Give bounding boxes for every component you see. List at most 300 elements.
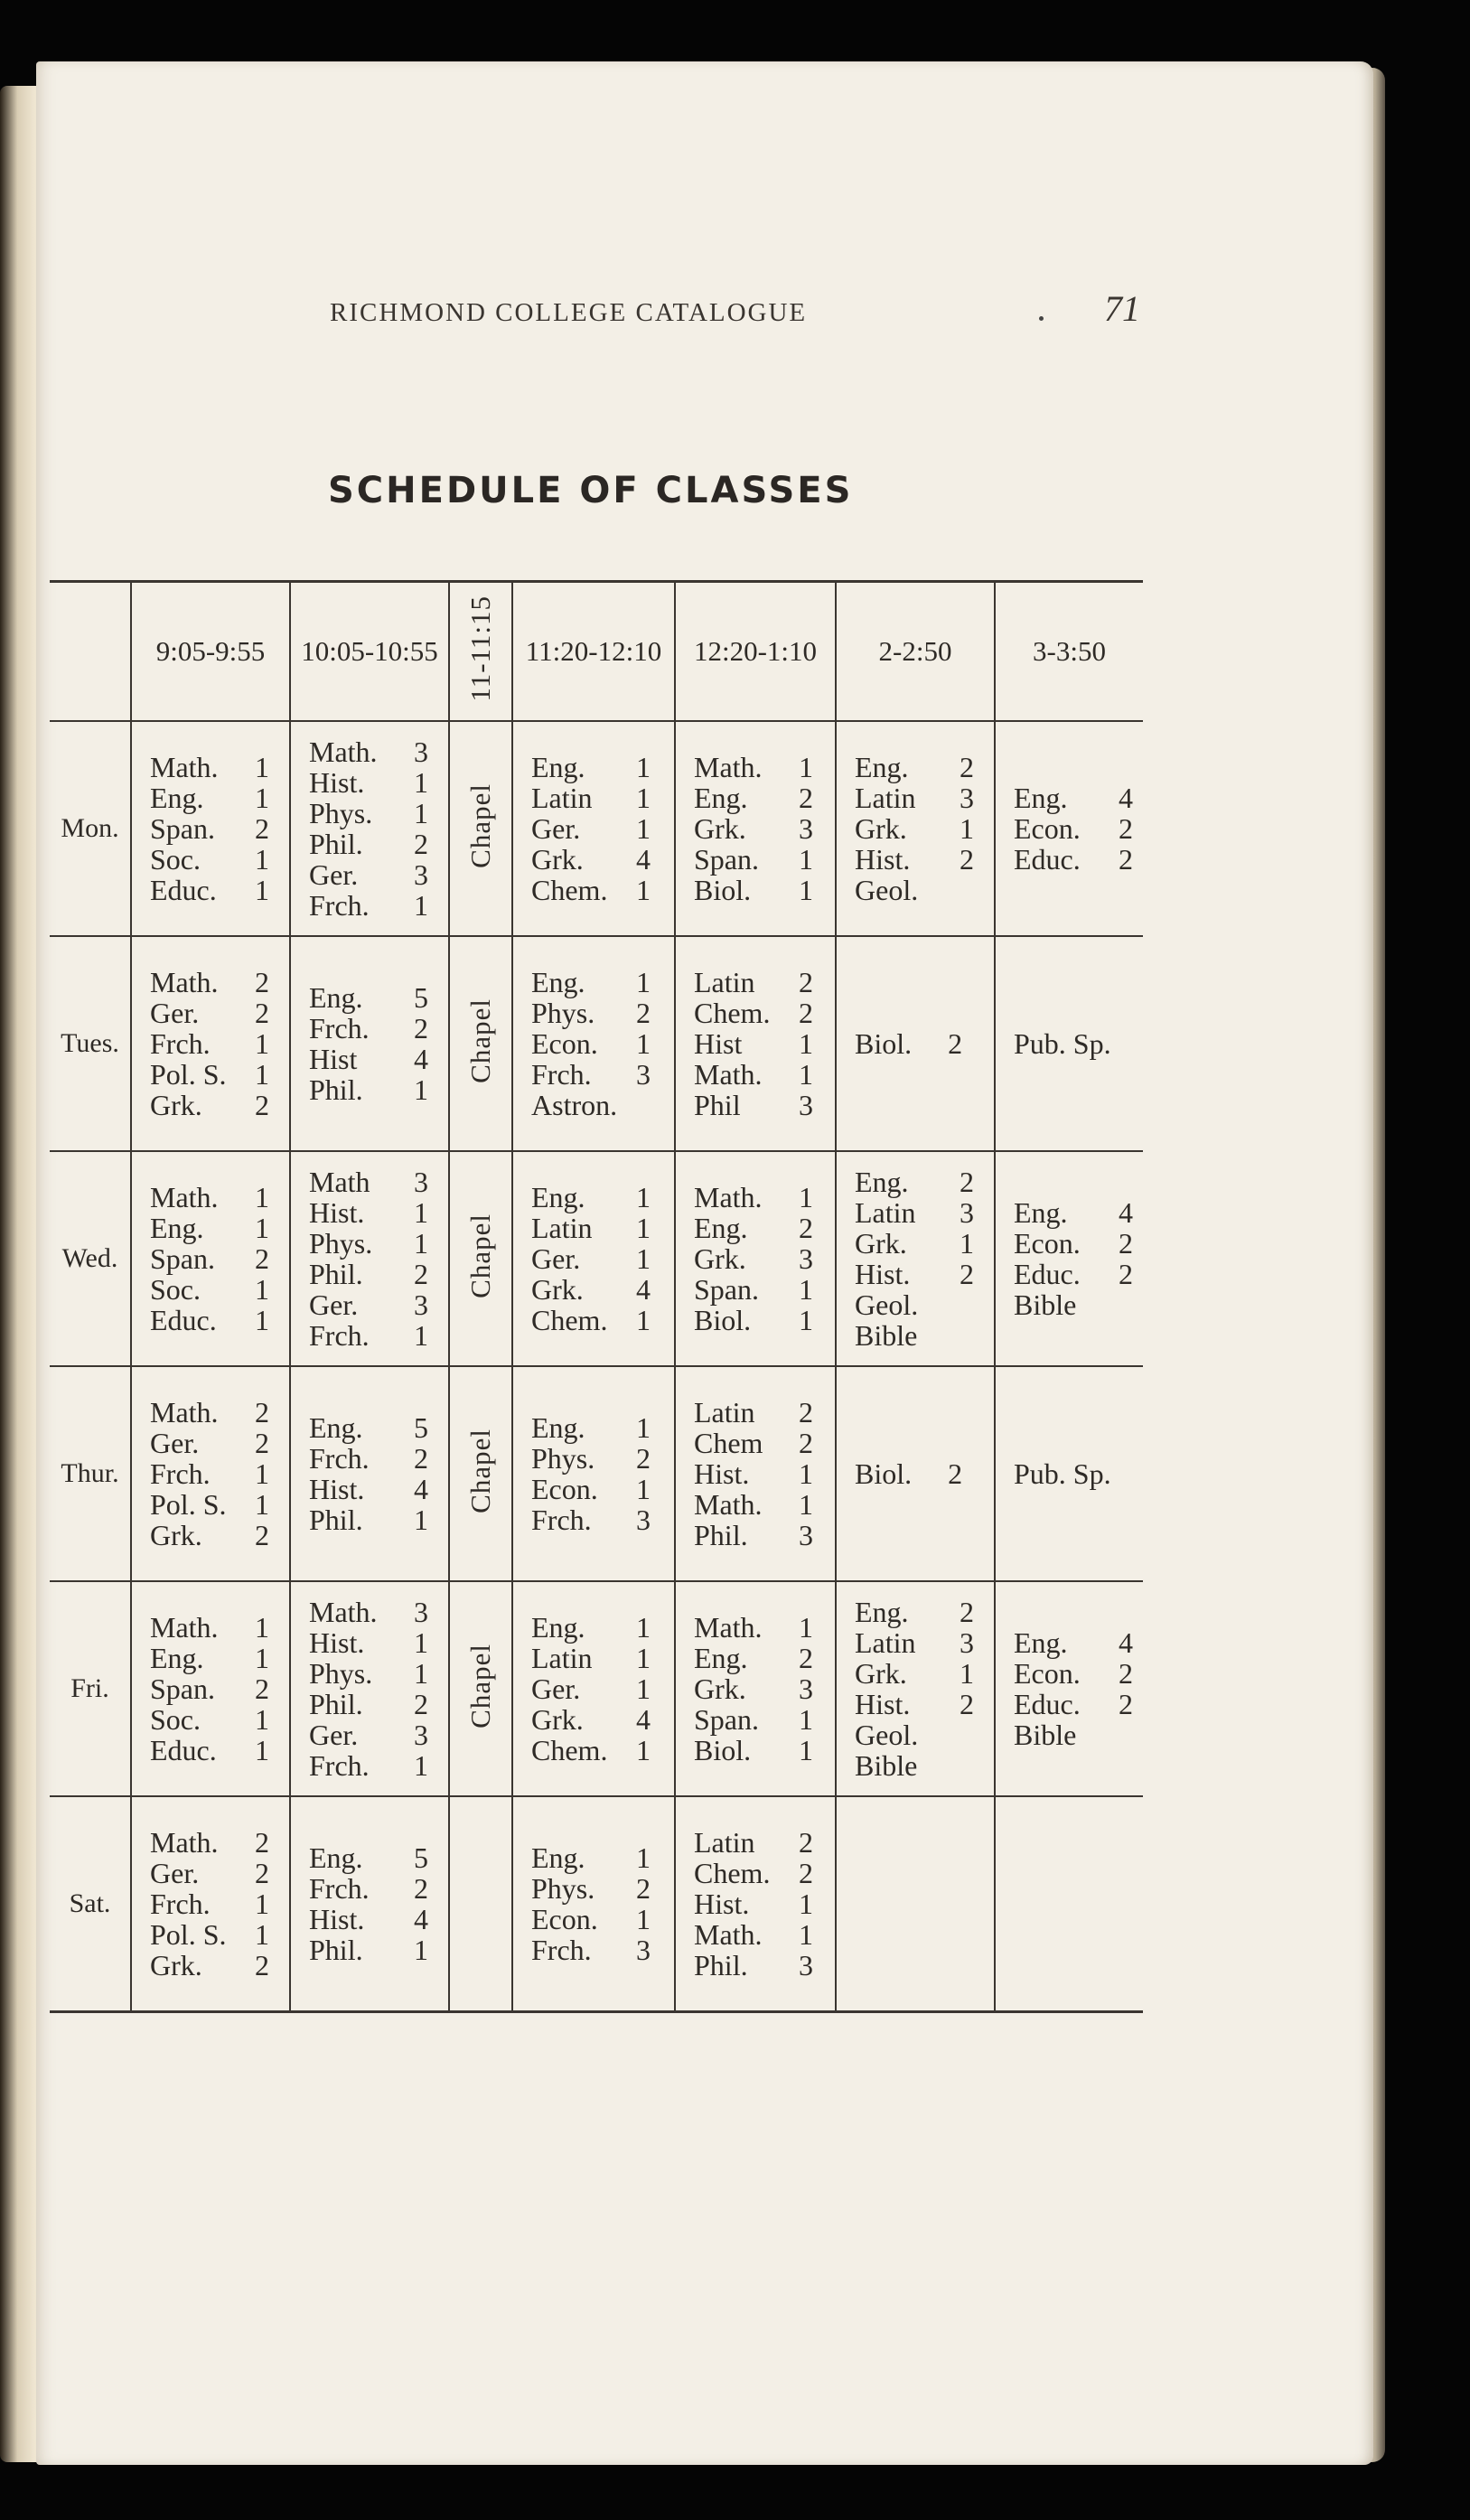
- schedule-cell: [675, 1151, 836, 1366]
- subject: Econ.: [531, 1473, 598, 1505]
- class-entry: [531, 967, 651, 998]
- section-number: 1: [414, 1073, 428, 1106]
- section-number: 2: [960, 1688, 974, 1720]
- schedule-row: [50, 1151, 1143, 1366]
- column-header: 3-3:50: [995, 582, 1143, 722]
- section-number: 1: [255, 1058, 269, 1091]
- class-entry: [531, 998, 651, 1028]
- subject: Latin: [531, 782, 593, 814]
- class-entry: [150, 1028, 269, 1059]
- section-number: 2: [1119, 1688, 1133, 1720]
- class-entry: [1014, 1719, 1133, 1750]
- class-entry: [1014, 813, 1133, 844]
- class-entry: [694, 1243, 813, 1274]
- class-list: [132, 745, 289, 913]
- page-dot: [1039, 316, 1044, 321]
- section-number: 2: [799, 1396, 813, 1429]
- subject: Span.: [694, 1703, 759, 1736]
- section-number: 2: [1119, 843, 1133, 876]
- class-entry: [150, 1643, 269, 1673]
- section-number: 1: [414, 1626, 428, 1659]
- subject: Biol.: [694, 874, 752, 906]
- subject: Educ.: [1014, 1258, 1081, 1290]
- subject: Math.: [150, 1611, 219, 1644]
- section-number: 2: [799, 997, 813, 1029]
- class-entry: [694, 1489, 813, 1520]
- section-number: 1: [255, 1888, 269, 1920]
- class-entry: [1014, 1228, 1133, 1259]
- class-entry: [531, 782, 651, 813]
- corner-cell: [50, 582, 131, 722]
- class-entry: [694, 1858, 813, 1888]
- schedule-cell: [675, 721, 836, 936]
- subject: Math.: [150, 1181, 219, 1213]
- section-number: 3: [414, 858, 428, 891]
- class-entry: [694, 1213, 813, 1243]
- class-entry: [309, 1689, 428, 1719]
- subject: Econ.: [531, 1903, 598, 1935]
- section-number: 3: [799, 1242, 813, 1275]
- subject: Biol.: [855, 1457, 913, 1490]
- section-number: 1: [799, 1488, 813, 1521]
- class-list: [996, 1190, 1143, 1327]
- subject: Eng.: [309, 981, 363, 1014]
- section-number: 2: [255, 1857, 269, 1889]
- schedule-row: [50, 1581, 1143, 1796]
- class-entry: [531, 1412, 651, 1443]
- class-entry: [309, 1627, 428, 1658]
- section-number: 1: [255, 1918, 269, 1951]
- class-entry: [531, 1612, 651, 1643]
- class-entry: [309, 1873, 428, 1904]
- section-number: 1: [636, 1304, 651, 1336]
- subject: Eng.: [855, 1596, 909, 1628]
- section-number: 1: [414, 1934, 428, 1966]
- class-list: [132, 1605, 289, 1773]
- class-entry: [855, 1320, 974, 1351]
- subject: Ger.: [531, 1672, 581, 1705]
- class-entry: [531, 1673, 651, 1704]
- subject: Eng.: [309, 1841, 363, 1874]
- subject: Hist.: [855, 843, 911, 876]
- section-number: 1: [636, 1411, 651, 1444]
- subject: Ger.: [150, 997, 200, 1029]
- subject: Eng.: [531, 1841, 585, 1874]
- class-entry: [694, 1919, 813, 1950]
- subject: Phys.: [309, 1227, 373, 1260]
- day-label: Thur.: [50, 1366, 131, 1581]
- class-entry: [694, 1612, 813, 1643]
- class-entry: [531, 1059, 651, 1090]
- section-number: 2: [799, 1642, 813, 1674]
- section-number: 1: [799, 1918, 813, 1951]
- subject: Latin: [855, 1626, 916, 1659]
- schedule-cell: [836, 1581, 995, 1796]
- subject: Phys.: [531, 997, 595, 1029]
- section-number: 1: [960, 1657, 974, 1690]
- section-number: 3: [414, 1596, 428, 1628]
- class-entry: [837, 1028, 994, 1059]
- subject: Ger.: [531, 1242, 581, 1275]
- subject: Educ.: [1014, 1688, 1081, 1720]
- class-entry: [694, 1458, 813, 1489]
- section-number: 2: [414, 828, 428, 860]
- subject: Grk.: [531, 1703, 584, 1736]
- subject: Frch.: [531, 1934, 592, 1966]
- subject: Bible: [1014, 1719, 1077, 1751]
- class-entry: [150, 752, 269, 782]
- section-number: 1: [255, 1304, 269, 1336]
- subject: Latin: [531, 1642, 593, 1674]
- section-number: 3: [799, 1089, 813, 1121]
- section-number: 2: [255, 997, 269, 1029]
- section-number: 4: [1119, 1626, 1133, 1659]
- class-entry: [309, 1474, 428, 1504]
- class-entry: [531, 844, 651, 875]
- subject: Hist.: [694, 1888, 750, 1920]
- section-number: 1: [799, 1703, 813, 1736]
- subject: Educ.: [150, 1304, 217, 1336]
- section-number: 2: [636, 1872, 651, 1905]
- class-entry: [694, 1735, 813, 1766]
- section-number: 1: [799, 1888, 813, 1920]
- section-number: 2: [960, 751, 974, 783]
- class-entry: [309, 890, 428, 921]
- section-number: 5: [414, 1411, 428, 1444]
- subject: Frch.: [150, 1888, 211, 1920]
- subject: Educ.: [150, 874, 217, 906]
- subject: Frch.: [309, 1872, 370, 1905]
- section-number: 1: [414, 1504, 428, 1536]
- subject: Grk.: [694, 1242, 746, 1275]
- class-entry: [309, 1289, 428, 1320]
- section-number: 1: [255, 751, 269, 783]
- subject: Math.: [694, 751, 763, 783]
- section-number: 3: [799, 1519, 813, 1551]
- class-entry: [531, 1028, 651, 1059]
- section-number: 1: [799, 751, 813, 783]
- subject: Phil.: [309, 1504, 363, 1536]
- subject: Econ.: [1014, 812, 1081, 845]
- subject: Span.: [694, 843, 759, 876]
- section-number: 1: [255, 1212, 269, 1244]
- section-number: 4: [636, 1703, 651, 1736]
- column-header: 11:20-12:10: [512, 582, 675, 722]
- section-number: 2: [799, 782, 813, 814]
- class-entry: [309, 1044, 428, 1074]
- subject: Eng.: [309, 1411, 363, 1444]
- class-list: [291, 1589, 448, 1788]
- section-number: 1: [636, 1841, 651, 1874]
- section-number: 1: [636, 966, 651, 998]
- class-entry: [150, 1090, 269, 1120]
- class-entry: [1014, 1689, 1133, 1719]
- class-list: [513, 745, 674, 913]
- section-number: 3: [414, 1288, 428, 1321]
- subject: Frch.: [309, 1749, 370, 1782]
- class-list: [513, 1835, 674, 1972]
- class-list: [676, 745, 835, 913]
- section-number: 1: [960, 1227, 974, 1260]
- section-number: 2: [960, 1596, 974, 1628]
- subject: Econ.: [531, 1027, 598, 1060]
- day-label: Wed.: [50, 1151, 131, 1366]
- subject: Soc.: [150, 1703, 201, 1736]
- class-entry: [150, 1858, 269, 1888]
- section-number: 1: [636, 812, 651, 845]
- column-header: 2-2:50: [836, 582, 995, 722]
- class-list: [291, 1405, 448, 1542]
- class-entry: [694, 1888, 813, 1919]
- section-number: 3: [414, 735, 428, 768]
- subject: Chem.: [694, 997, 771, 1029]
- schedule-cell: [836, 1366, 995, 1581]
- class-entry: [150, 1827, 269, 1858]
- section-number: 1: [636, 1242, 651, 1275]
- schedule-cell: [512, 1581, 675, 1796]
- subject: Chem.: [694, 1857, 771, 1889]
- class-entry: [855, 1719, 974, 1750]
- class-entry: [694, 1397, 813, 1428]
- section-number: 2: [799, 1826, 813, 1859]
- subject: Phil.: [309, 828, 363, 860]
- section-number: 1: [799, 874, 813, 906]
- subject: Math.: [150, 1826, 219, 1859]
- class-entry: [531, 1873, 651, 1904]
- subject: Geol.: [855, 1719, 919, 1751]
- class-entry: [150, 1305, 269, 1335]
- class-entry: [150, 1612, 269, 1643]
- subject: Ger.: [150, 1427, 200, 1459]
- class-entry: [855, 875, 974, 905]
- class-list: [676, 1175, 835, 1343]
- class-list: [132, 960, 289, 1128]
- class-entry: [855, 752, 974, 782]
- section-number: 1: [255, 1734, 269, 1766]
- section-number: 1: [636, 1672, 651, 1705]
- subject: Frch.: [309, 889, 370, 922]
- chapel-cell: [449, 1581, 512, 1796]
- subject: Math.: [150, 751, 219, 783]
- subject: Math.: [694, 1488, 763, 1521]
- section-number: 2: [799, 966, 813, 998]
- section-number: 1: [799, 1027, 813, 1060]
- section-number: 2: [960, 843, 974, 876]
- schedule-cell: [995, 1366, 1143, 1581]
- subject: Econ.: [1014, 1227, 1081, 1260]
- section-number: 3: [799, 1949, 813, 1981]
- schedule-cell: [290, 1581, 449, 1796]
- section-number: 1: [799, 1457, 813, 1490]
- schedule-cell: [290, 1366, 449, 1581]
- class-entry: [150, 1950, 269, 1981]
- schedule-cell: [131, 1581, 290, 1796]
- schedule-cell: [512, 936, 675, 1151]
- subject: Eng.: [531, 1181, 585, 1213]
- class-entry: [1014, 844, 1133, 875]
- day-label: Sat.: [69, 1888, 111, 1918]
- section-number: 2: [414, 1012, 428, 1045]
- schedule-cell: [836, 721, 995, 936]
- subject: Math.: [309, 735, 378, 768]
- section-number: 3: [799, 1672, 813, 1705]
- class-entry: [1014, 1259, 1133, 1289]
- section-number: 2: [960, 1258, 974, 1290]
- schedule-cell: [995, 1151, 1143, 1366]
- class-list: [837, 1159, 994, 1358]
- class-entry: [837, 1458, 994, 1489]
- subject: Phys.: [531, 1872, 595, 1905]
- class-entry: [309, 1259, 428, 1289]
- subject: Ger.: [150, 1857, 200, 1889]
- schedule-cell: [131, 1796, 290, 2012]
- subject: Hist: [694, 1027, 743, 1060]
- section-number: 1: [414, 1196, 428, 1229]
- class-entry: [531, 813, 651, 844]
- class-entry: [694, 1274, 813, 1305]
- class-entry: [531, 1643, 651, 1673]
- subject: Math.: [694, 1611, 763, 1644]
- day-label: Mon.: [50, 721, 131, 936]
- class-list: [132, 1820, 289, 1988]
- subject: Frch.: [150, 1457, 211, 1490]
- column-header: 9:05-9:55: [131, 582, 290, 722]
- subject: Bible: [855, 1319, 918, 1352]
- schedule-row: [50, 1366, 1143, 1581]
- class-entry: [150, 1704, 269, 1735]
- running-head: RICHMOND COLLEGE CATALOGUE: [330, 298, 808, 327]
- class-entry: [694, 998, 813, 1028]
- section-number: 1: [255, 1273, 269, 1306]
- class-entry: [309, 1166, 428, 1197]
- class-entry: [855, 1228, 974, 1259]
- subject: Geol.: [855, 874, 919, 906]
- section-number: 1: [255, 1457, 269, 1490]
- class-entry: [531, 1243, 651, 1274]
- class-entry: [694, 844, 813, 875]
- class-list: [291, 975, 448, 1112]
- subject: Phys.: [531, 1442, 595, 1475]
- section-number: 5: [414, 1841, 428, 1874]
- class-entry: [855, 782, 974, 813]
- class-entry: [150, 1489, 269, 1520]
- class-entry: [855, 1289, 974, 1320]
- section-number: 1: [799, 843, 813, 876]
- class-entry: [694, 1305, 813, 1335]
- subject: Math.: [309, 1596, 378, 1628]
- subject: Grk.: [694, 1672, 746, 1705]
- schedule-cell: [290, 1151, 449, 1366]
- class-entry: [531, 1090, 651, 1120]
- class-entry: [694, 875, 813, 905]
- subject: Grk.: [855, 1657, 907, 1690]
- section-number: 3: [960, 782, 974, 814]
- class-entry: [150, 1059, 269, 1090]
- subject: Phys.: [309, 797, 373, 829]
- class-entry: [694, 782, 813, 813]
- class-entry: [309, 982, 428, 1013]
- subject: Math.: [694, 1181, 763, 1213]
- section-number: 1: [255, 782, 269, 814]
- class-list: [676, 960, 835, 1128]
- subject: Bible: [855, 1749, 918, 1782]
- class-entry: [150, 1888, 269, 1919]
- schedule-table: [50, 580, 1143, 2013]
- class-entry: [309, 1412, 428, 1443]
- section-number: 1: [799, 1304, 813, 1336]
- section-number: 2: [255, 1242, 269, 1275]
- class-entry: [309, 1443, 428, 1474]
- section-number: 1: [960, 812, 974, 845]
- subject: Math.: [694, 1058, 763, 1091]
- section-number: 2: [1119, 1227, 1133, 1260]
- class-entry: [694, 752, 813, 782]
- class-list: [132, 1175, 289, 1343]
- section-number: 2: [948, 1027, 963, 1060]
- schedule-cell: [675, 1366, 836, 1581]
- subject: Grk.: [531, 1273, 584, 1306]
- schedule-cell: [675, 1796, 836, 2012]
- section-number: 1: [636, 1903, 651, 1935]
- section-number: 2: [255, 1672, 269, 1705]
- day-label: Fri.: [50, 1581, 131, 1796]
- section-number: 2: [255, 812, 269, 845]
- schedule-cell: [512, 721, 675, 936]
- class-list: [837, 745, 994, 913]
- class-entry: [309, 1074, 428, 1105]
- class-entry: [531, 1274, 651, 1305]
- section-number: 1: [414, 1657, 428, 1690]
- section-number: 2: [1119, 812, 1133, 845]
- section-number: 1: [414, 1227, 428, 1260]
- class-entry: [150, 1520, 269, 1550]
- schedule-cell: [512, 1796, 675, 2012]
- section-number: 1: [799, 1734, 813, 1766]
- section-number: 5: [414, 981, 428, 1014]
- subject: Phys.: [309, 1657, 373, 1690]
- class-list: [996, 1620, 1143, 1757]
- schedule-cell: [290, 721, 449, 936]
- subject: Ger.: [309, 1719, 359, 1751]
- class-entry: [855, 1259, 974, 1289]
- class-entry: [309, 1320, 428, 1351]
- chapel-label: Chapel: [464, 1429, 496, 1513]
- subject: Hist.: [309, 1473, 365, 1505]
- class-entry: [694, 1520, 813, 1550]
- section-number: 3: [799, 812, 813, 845]
- subject: Chem.: [531, 1304, 608, 1336]
- section-number: 1: [799, 1058, 813, 1091]
- subject: Econ.: [1014, 1657, 1081, 1690]
- class-entry: [694, 1090, 813, 1120]
- class-entry: [855, 1750, 974, 1781]
- schedule-cell: [995, 1796, 1143, 2012]
- class-entry: [855, 813, 974, 844]
- class-entry: [150, 1243, 269, 1274]
- section-number: 1: [799, 1273, 813, 1306]
- section-number: 1: [799, 1611, 813, 1644]
- section-number: 1: [414, 889, 428, 922]
- section-number: 3: [636, 1504, 651, 1536]
- subject: Chem.: [531, 874, 608, 906]
- chapel-cell: [449, 1796, 512, 2012]
- chapel-cell: [449, 1151, 512, 1366]
- class-entry: [150, 1397, 269, 1428]
- chapel-cell: [449, 1366, 512, 1581]
- section-number: 1: [636, 1027, 651, 1060]
- subject: Grk.: [531, 843, 584, 876]
- class-entry: [531, 875, 651, 905]
